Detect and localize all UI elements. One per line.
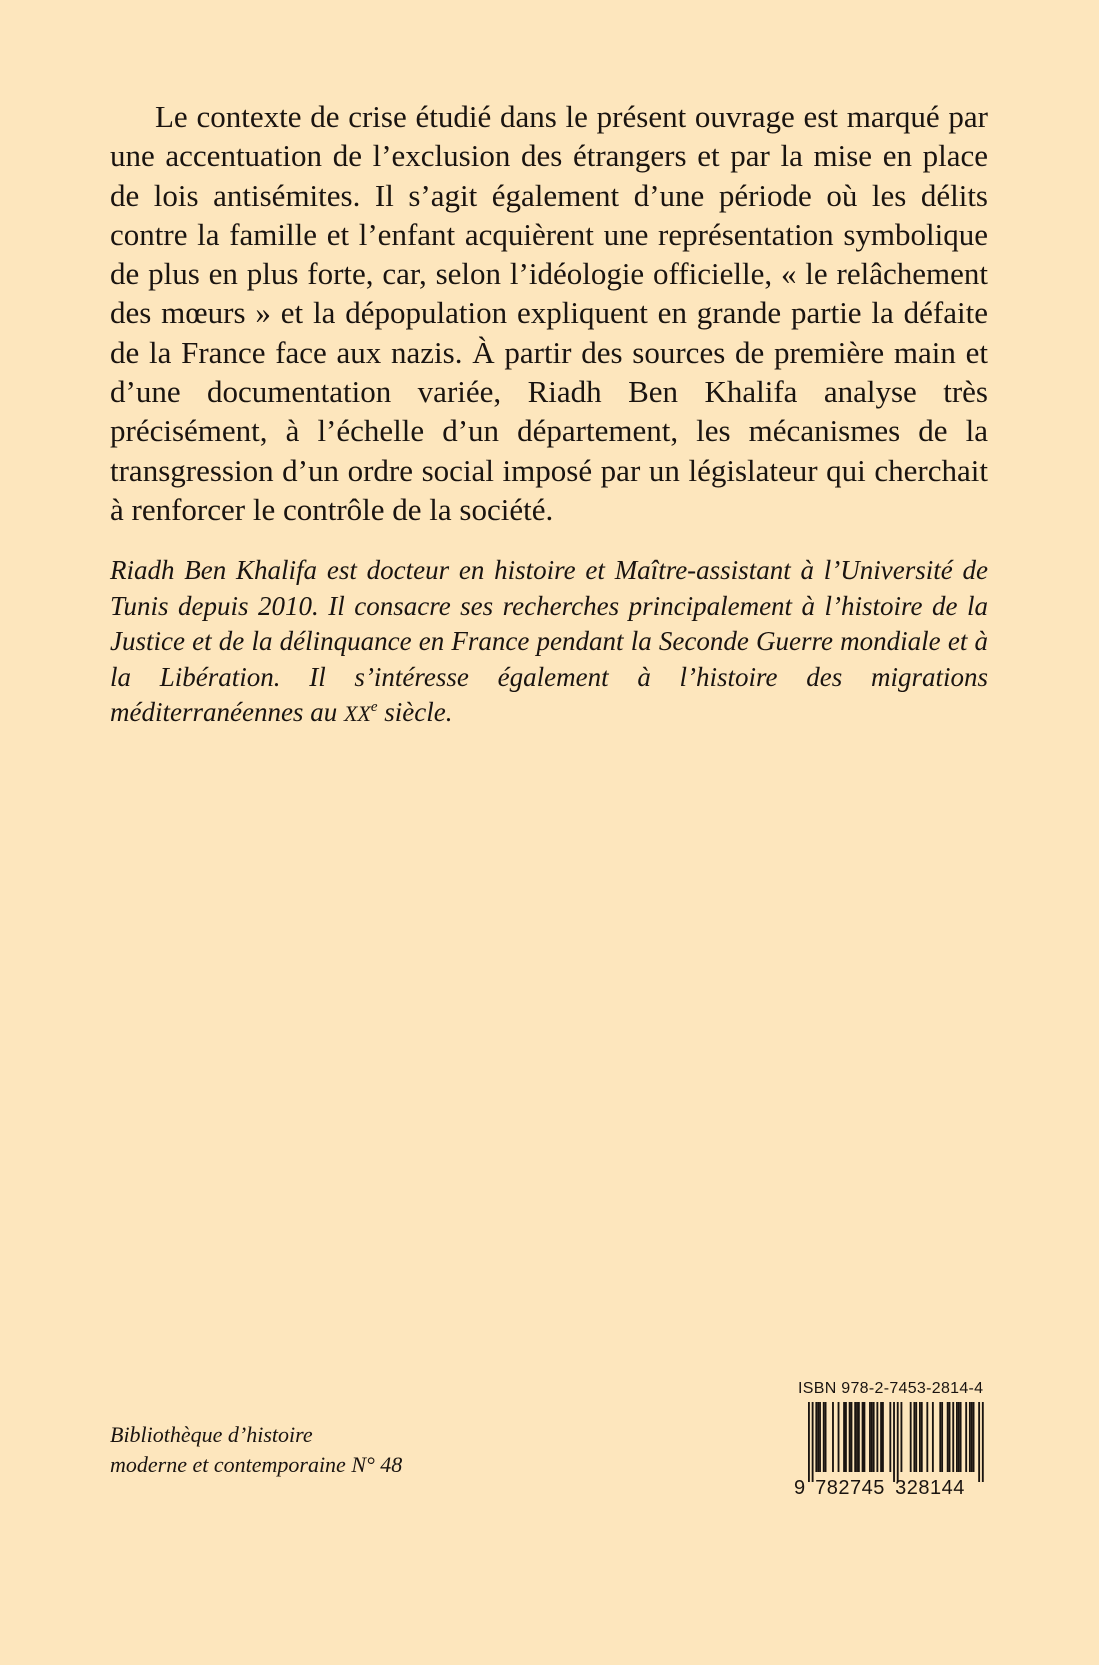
barcode-bar	[832, 1402, 834, 1472]
author-bio	[110, 553, 988, 732]
barcode-bar	[901, 1402, 903, 1472]
barcode-bar	[882, 1402, 884, 1472]
barcode-bar	[973, 1402, 975, 1472]
barcode-bar	[926, 1402, 928, 1472]
bio-text: Riadh Ben Khalifa est docteur en histoire et Maître-assistant à l’Université de Tunis depuis 2010. Il consacre ses recherches principalement à l’histoire de la Justice et de la délinquance en France pendant la Seconde Guerre mondiale et à la Libération. Il s’intéresse également à l’histoire des migrations méditerranéennes au	[110, 555, 988, 727]
barcode-bar	[849, 1402, 851, 1472]
barcode-bar	[819, 1402, 821, 1472]
barcode-bar	[856, 1402, 858, 1472]
barcode-bar	[825, 1402, 827, 1472]
barcode-bar	[965, 1402, 967, 1472]
barcode-bar	[897, 1402, 899, 1482]
barcode-bar	[982, 1402, 984, 1482]
barcode-bar	[864, 1402, 866, 1472]
barcode-bar	[910, 1402, 912, 1472]
barcode-bar	[947, 1402, 949, 1472]
barcode-graphic	[790, 1402, 990, 1497]
barcode-bar	[971, 1402, 973, 1472]
series-line-2: moderne et contemporaine N° 48	[110, 1452, 403, 1477]
series-line-1: Bibliothèque d’histoire	[110, 1422, 313, 1447]
isbn-barcode	[790, 1380, 990, 1495]
barcode-bar	[876, 1402, 878, 1472]
series-label	[110, 1420, 610, 1480]
barcode-bar	[880, 1402, 882, 1472]
barcode-bar	[854, 1402, 856, 1472]
barcode-bar	[858, 1402, 860, 1472]
barcode-bar	[871, 1402, 873, 1472]
barcode-bar	[941, 1402, 943, 1472]
barcode-bars	[808, 1402, 984, 1482]
barcode-bar	[873, 1402, 875, 1472]
barcode-bar	[862, 1402, 864, 1472]
barcode-first-digit: 9	[794, 1477, 806, 1497]
barcode-bar	[960, 1402, 962, 1472]
barcode-bar	[978, 1402, 980, 1482]
barcode-bar	[823, 1402, 825, 1472]
barcode-bar	[869, 1402, 871, 1472]
bio-end: siècle.	[377, 697, 453, 727]
barcode-bar	[812, 1402, 814, 1482]
barcode-bar	[815, 1402, 817, 1472]
barcode-bar	[956, 1402, 958, 1472]
barcode-bar	[889, 1402, 891, 1472]
barcode-bar	[817, 1402, 819, 1472]
barcode-bar	[958, 1402, 960, 1472]
bio-century: XX	[343, 701, 371, 726]
barcode-bar	[949, 1402, 951, 1472]
blurb-paragraph: Le contexte de crise étudié dans le présent ouvrage est marqué par une accentuation de l’exclusion des étrangers et par la mise en place de lois antisémites. Il s’agit également d’une période où les délits contre la famille et l’enfant acquièrent une représentation symbolique de plus en plus forte, car, selon l’idéologie officielle, « le relâchement des mœurs » et la dépopulation expliquent en grande partie la défaite de la France face aux nazis. À partir des sources de première main et d’une documentation variée, Riadh Ben Khalifa analyse très précisément, à l’échelle d’un département, les mécanismes de la transgression d’un ordre social imposé par un législateur qui cherchait à renforcer le contrôle de la société.	[110, 99, 988, 527]
barcode-bar	[915, 1402, 917, 1472]
barcode-bar	[913, 1402, 915, 1472]
barcode-bar	[919, 1402, 921, 1472]
barcode-bar	[952, 1402, 954, 1472]
barcode-bar	[851, 1402, 853, 1472]
barcode-right-digits: 328144	[895, 1477, 965, 1497]
barcode-bar	[845, 1402, 847, 1472]
barcode-bar	[932, 1402, 934, 1472]
barcode-bar	[969, 1402, 971, 1472]
isbn-label: ISBN 978-2-7453-2814-4	[798, 1380, 984, 1397]
barcode-bar	[843, 1402, 845, 1472]
barcode-bar	[808, 1402, 810, 1482]
barcode-left-digits: 782745	[815, 1477, 885, 1497]
barcode-bar	[921, 1402, 923, 1472]
barcode-bar	[893, 1402, 895, 1482]
barcode-bar	[838, 1402, 840, 1472]
barcode-bar	[939, 1402, 941, 1472]
bio-century-sup: e	[370, 699, 378, 715]
